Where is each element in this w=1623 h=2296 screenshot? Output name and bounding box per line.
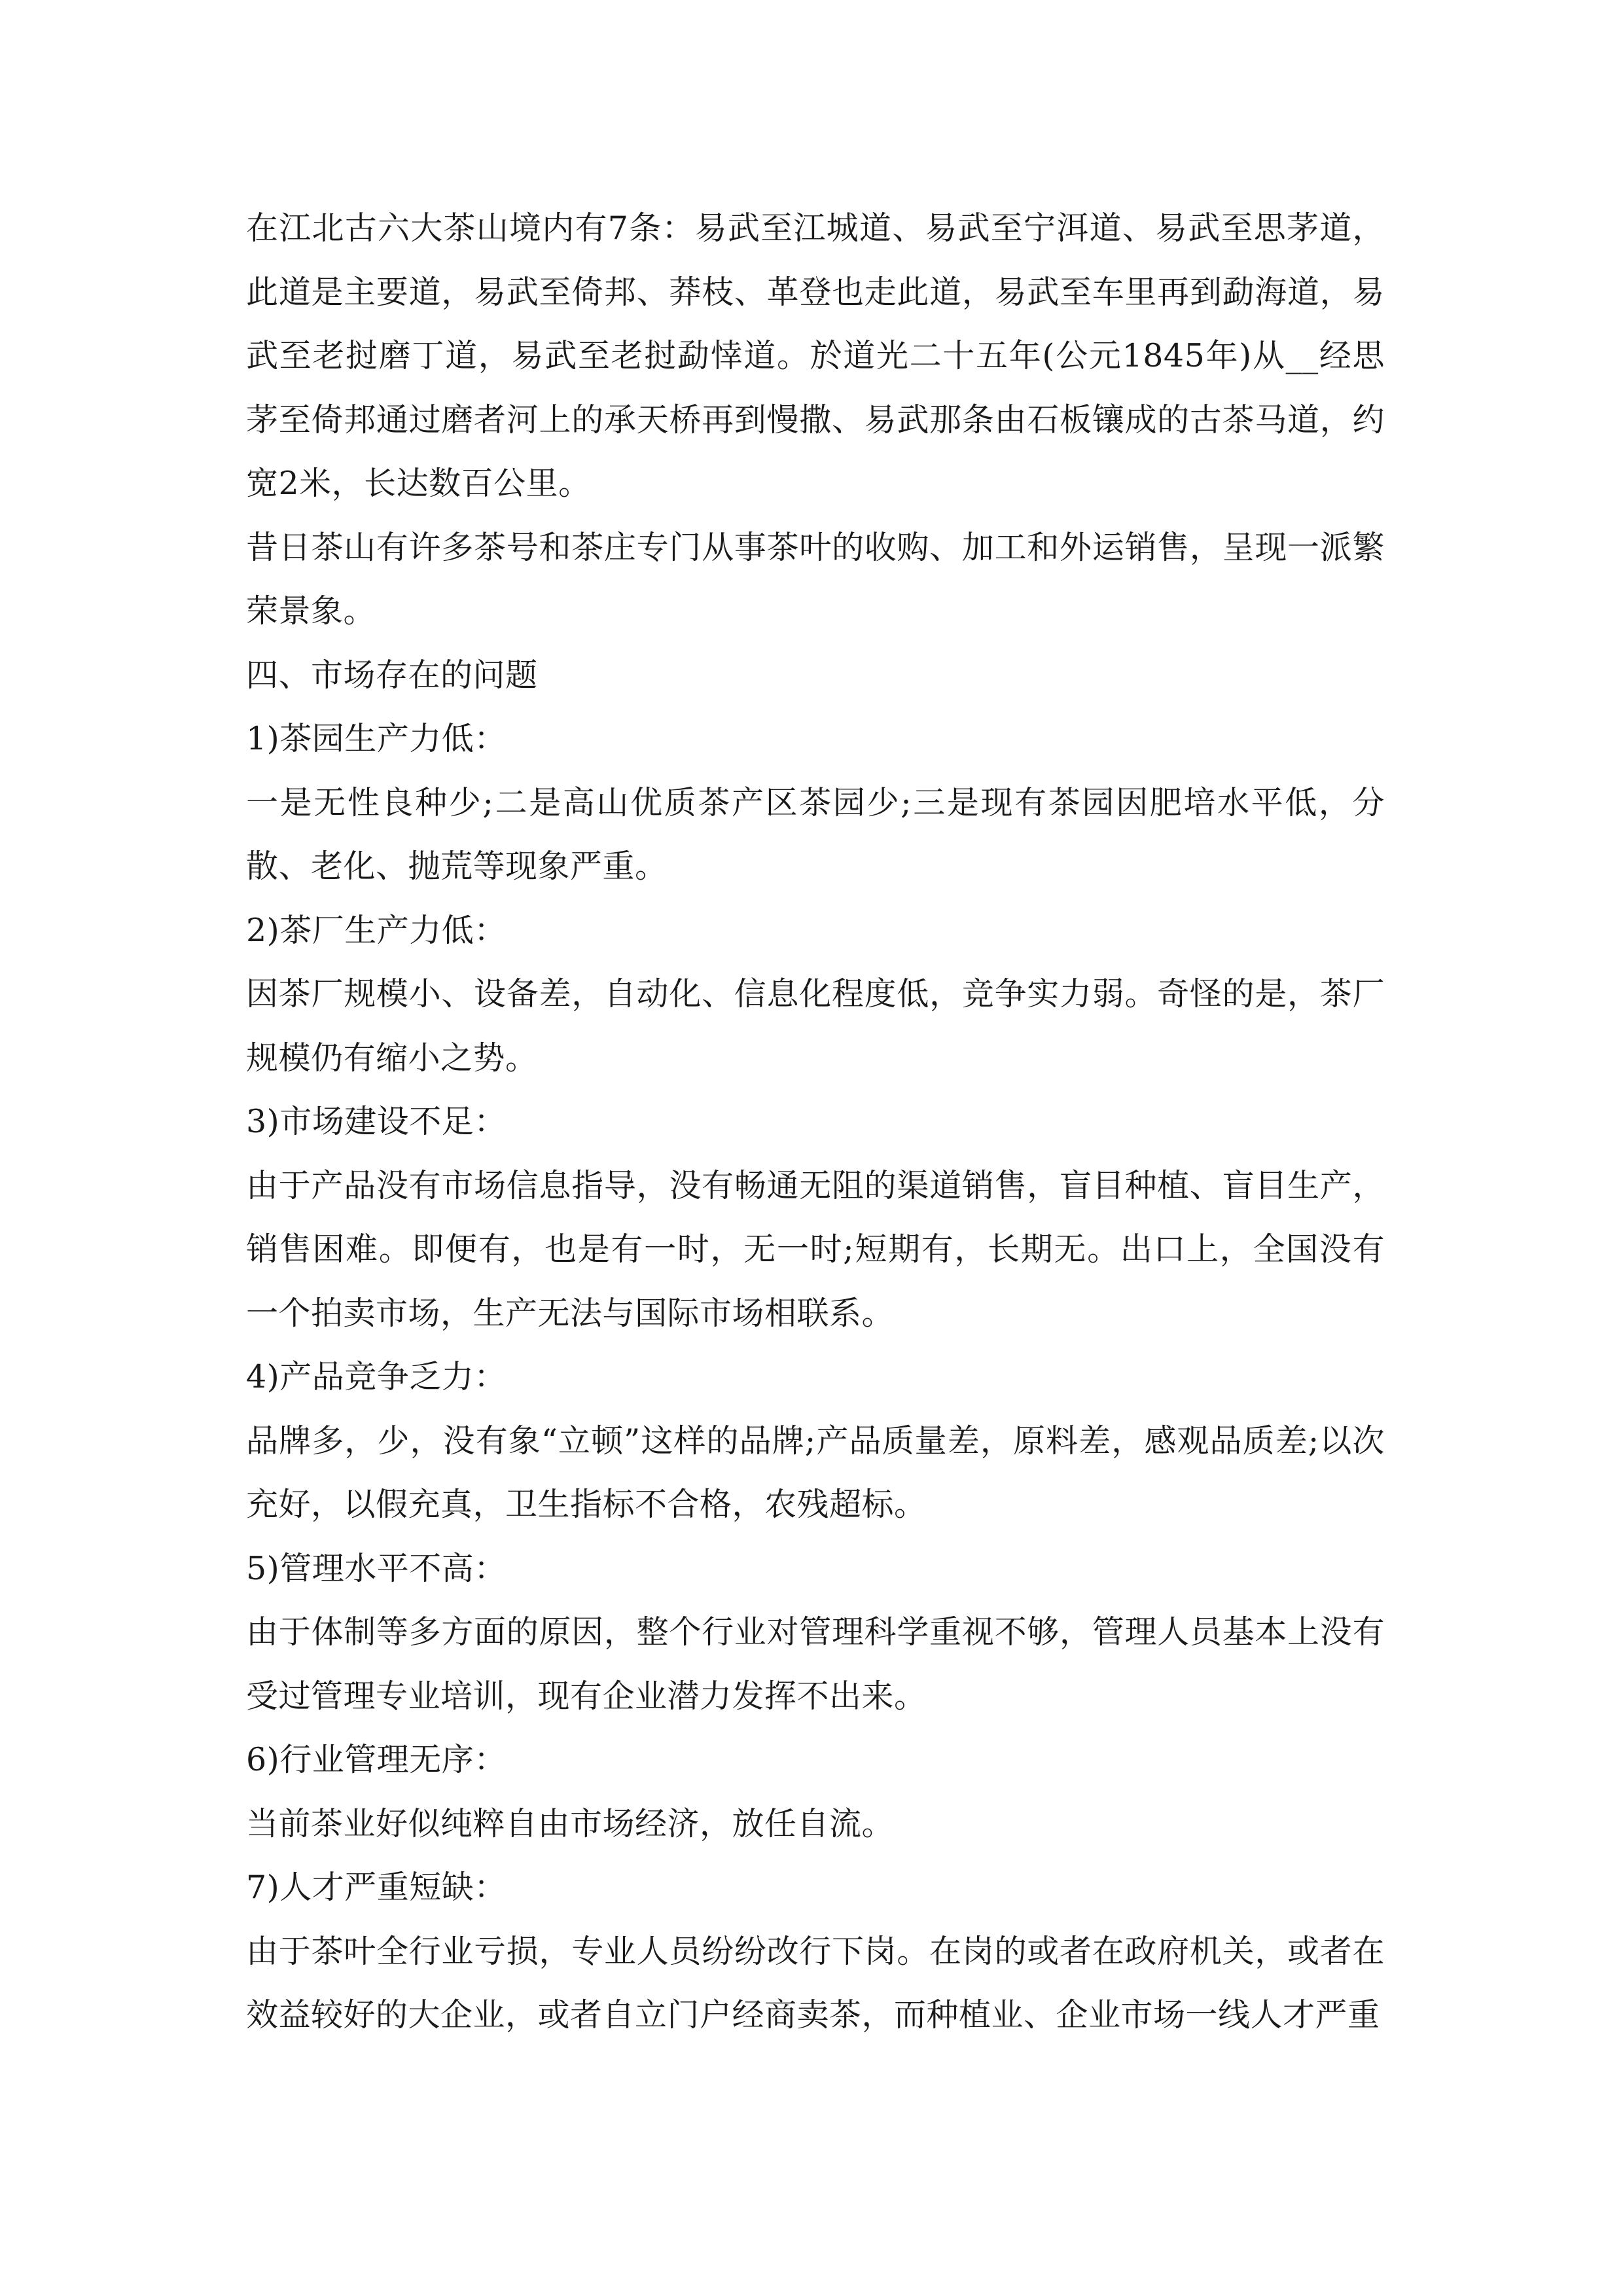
paragraph-1: 一是无性良种少;二是高山优质茶产区茶园少;三是现有茶园因肥培水平低，分散、老化、抛荒等现象严重。 [246, 783, 1385, 885]
subheading-2: 2)茶厂生产力低： [246, 911, 507, 949]
subheading-7: 7)人才严重短缺： [246, 1869, 507, 1906]
paragraph-tea-roads: 在江北古六大茶山境内有7条：易武至江城道、易武至宁洱道、易武至思茅道，此道是主要道，易武至倚邦、莽枝、革登也走此道，易武至车里再到勐海道，易武至老挝磨丁道，易武至老挝勐悻道。於道光二十五年(公元1845年)从__经思茅至倚邦通过磨者河上的承天桥再到慢撒、易武那条由石板镶成的古茶马道，约宽2米，长达数百公里。 [246, 209, 1385, 502]
subheading-5: 5)管理水平不高： [246, 1549, 507, 1587]
subheading-3: 3)市场建设不足： [246, 1103, 507, 1140]
subheading-4: 4)产品竞争乏力： [246, 1358, 507, 1395]
paragraph-tea-houses: 昔日茶山有许多茶号和茶庄专门从事茶叶的收购、加工和外运销售，呈现一派繁荣景象。 [246, 528, 1385, 630]
paragraph-4: 品牌多，少，没有象“立顿”这样的品牌;产品质量差，原料差，感观品质差;以次充好，以假充真，卫生指标不合格，农残超标。 [246, 1422, 1385, 1523]
paragraph-7: 由于茶叶全行业亏损，专业人员纷纷改行下岗。在岗的或者在政府机关，或者在效益较好的大企业，或者自立门户经商卖茶，而种植业、企业市场一线人才严重 [246, 1932, 1385, 2034]
section-heading-market-problems: 四、市场存在的问题 [246, 656, 538, 694]
subheading-6: 6)行业管理无序： [246, 1741, 507, 1778]
paragraph-6: 当前茶业好似纯粹自由市场经济，放任自流。 [246, 1804, 895, 1842]
document-body [246, 196, 1385, 2047]
paragraph-5: 由于体制等多方面的原因，整个行业对管理科学重视不够，管理人员基本上没有受过管理专业培训，现有企业潜力发挥不出来。 [246, 1613, 1385, 1715]
subheading-1: 1)茶园生产力低： [246, 720, 507, 757]
paragraph-2: 因茶厂规模小、设备差，自动化、信息化程度低，竞争实力弱。奇怪的是，茶厂规模仍有缩小之势。 [246, 975, 1385, 1077]
paragraph-3: 由于产品没有市场信息指导，没有畅通无阻的渠道销售，盲目种植、盲目生产，销售困难。即便有，也是有一时，无一时;短期有，长期无。出口上，全国没有一个拍卖市场，生产无法与国际市场相联系。 [246, 1166, 1385, 1332]
